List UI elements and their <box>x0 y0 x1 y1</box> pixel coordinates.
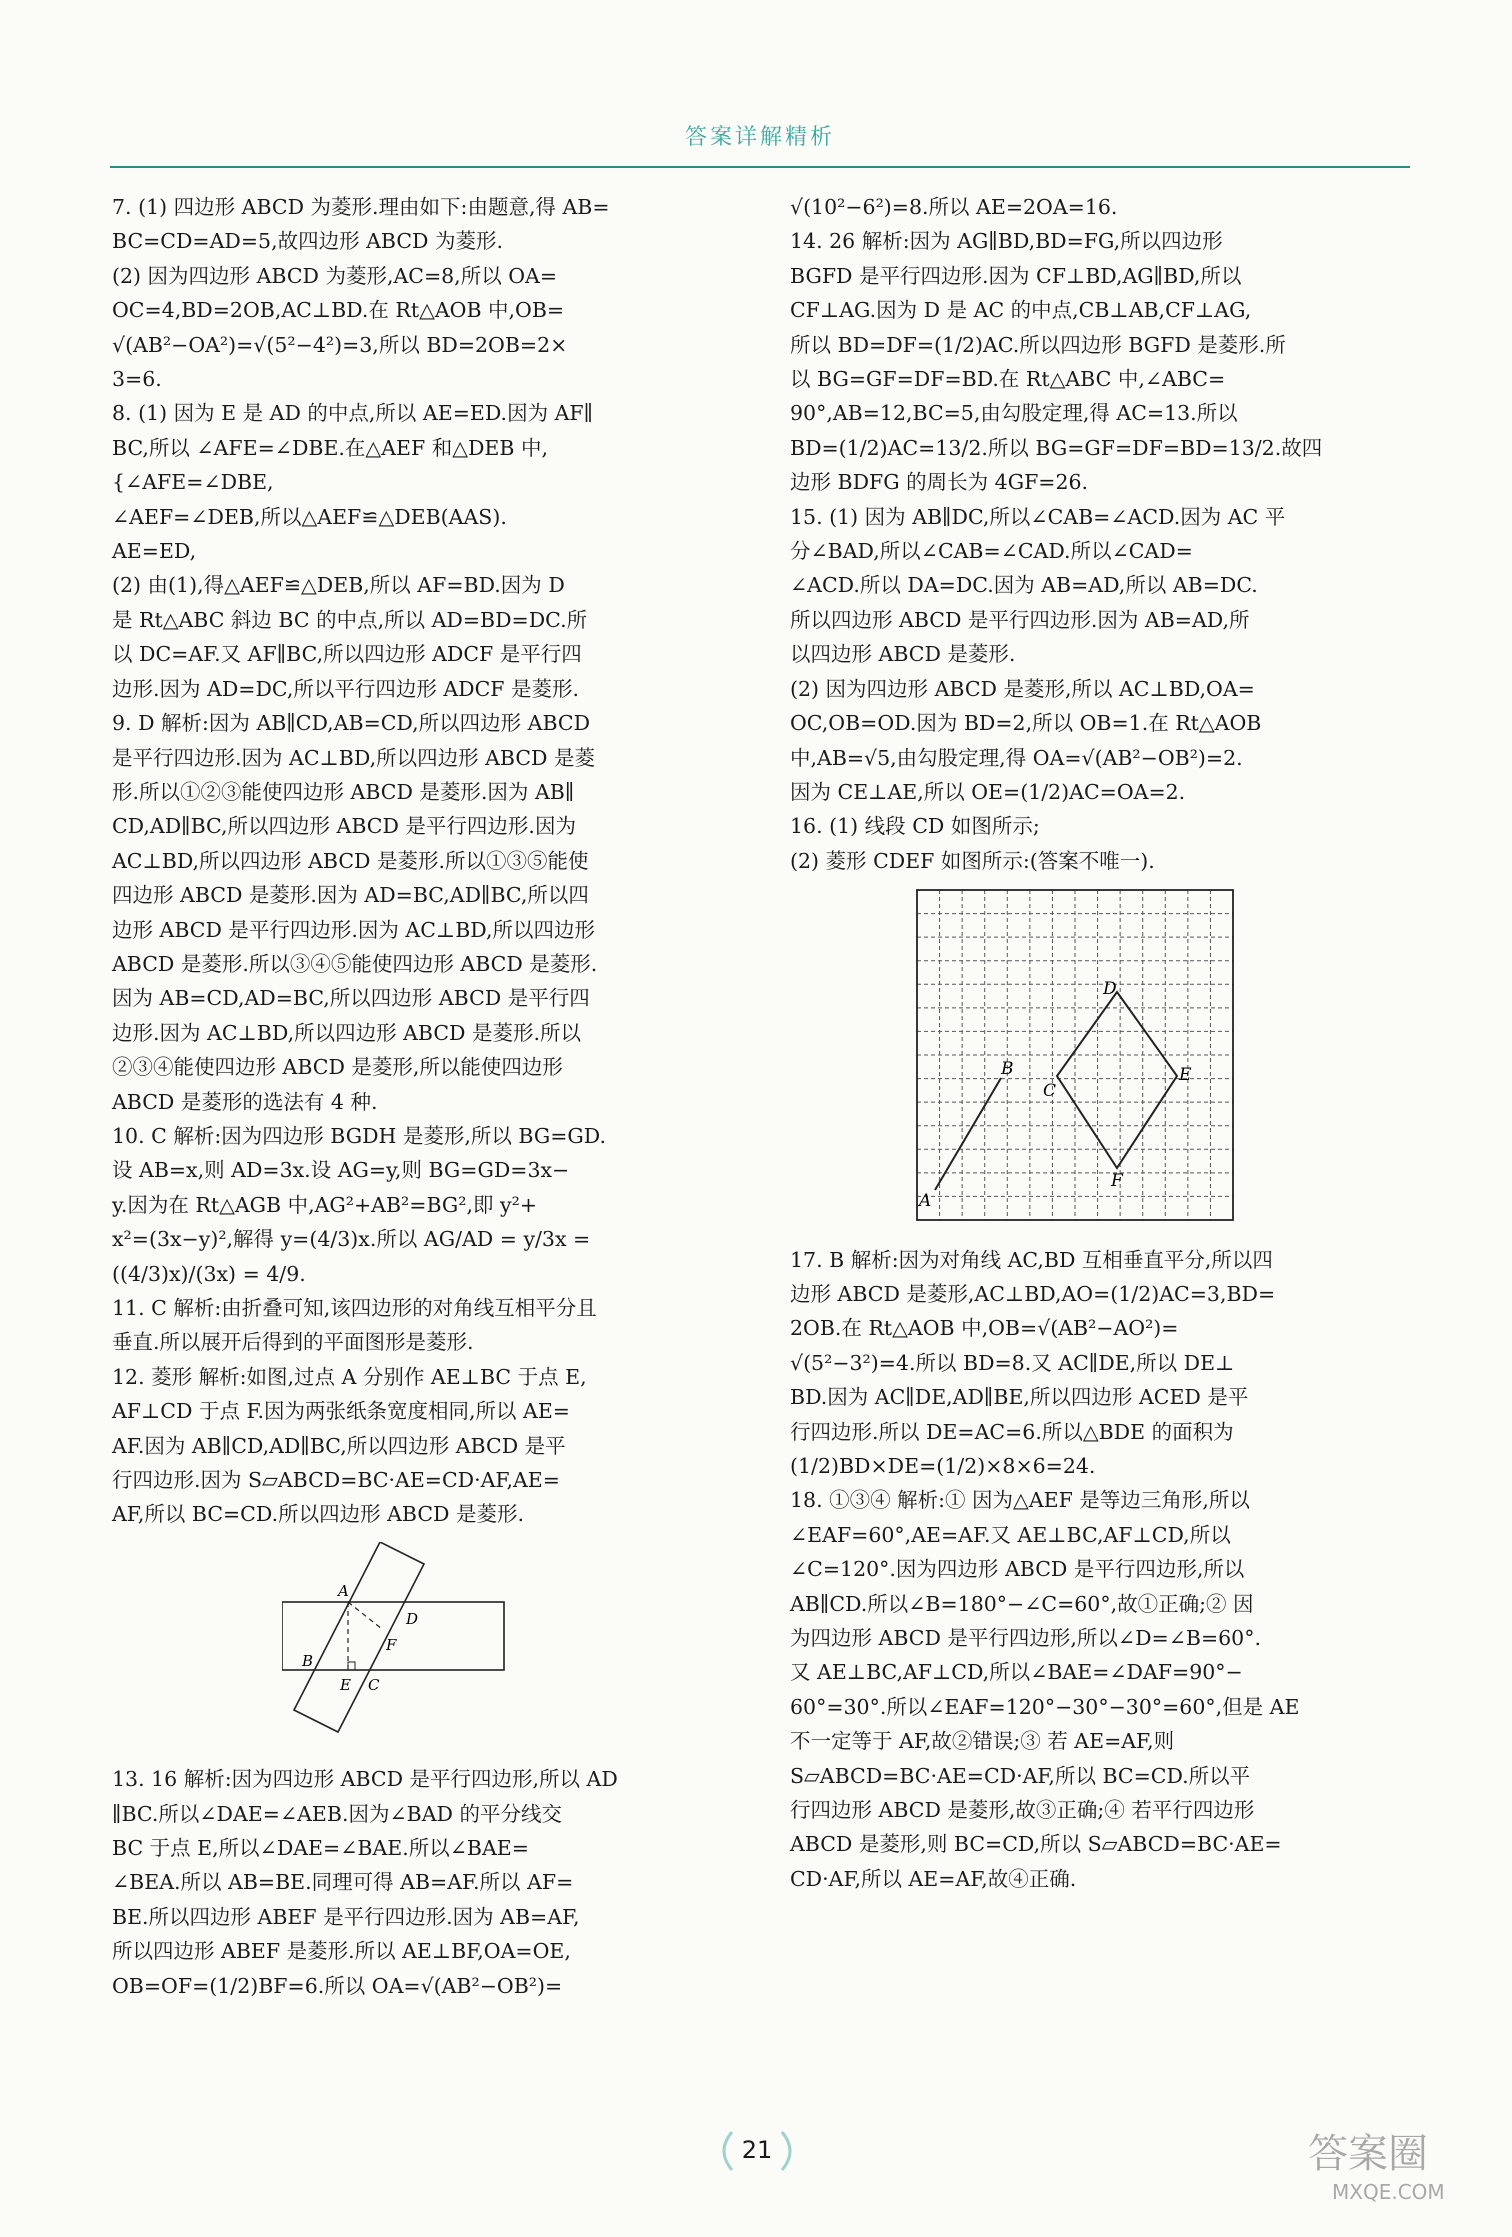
problem-17 <box>790 1243 1390 1484</box>
text-line: 所以四边形 ABEF 是菱形.所以 AE⊥BF,OA=OE, <box>112 1939 571 1964</box>
text-line: 13. 16 解析:因为四边形 ABCD 是平行四边形,所以 AD <box>112 1767 618 1792</box>
watermark-icon <box>1302 2117 1482 2207</box>
problem-11 <box>112 1291 712 1360</box>
text-line: ∠AEF=∠DEB,所以△AEF≌△DEB(AAS). <box>112 504 507 529</box>
text-line: BE.所以四边形 ABEF 是平行四边形.因为 AB=AF, <box>112 1904 580 1929</box>
label-e: E <box>1179 1065 1192 1086</box>
text-line: 边形.因为 AD=DC,所以平行四边形 ADCF 是菱形. <box>112 676 580 701</box>
label-f: F <box>386 1635 397 1654</box>
problem-12 <box>112 1360 712 1752</box>
label-e: E <box>340 1675 351 1694</box>
text-line: 中,AB=√5,由勾股定理,得 OA=√(AB²−OB²)=2. <box>790 745 1243 770</box>
text-line: CF⊥AG.因为 D 是 AC 的中点,CB⊥AB,CF⊥AG, <box>790 298 1252 323</box>
text-line: AE=ED, <box>112 539 197 564</box>
figure-16-grid <box>915 888 1235 1222</box>
label-f: F <box>1111 1171 1123 1192</box>
label-a: A <box>919 1191 932 1212</box>
text-line: 60°=30°.所以∠EAF=120°−30°−30°=60°,但是 AE <box>790 1694 1300 1719</box>
text-line: ∥BC.所以∠DAE=∠AEB.因为∠BAD 的平分线交 <box>112 1801 562 1826</box>
text-line: 以 BG=GF=DF=BD.在 Rt△ABC 中,∠ABC= <box>790 367 1226 392</box>
problem-15 <box>790 500 1390 810</box>
text-line: √(AB²−OA²)=√(5²−4²)=3,所以 BD=2OB=2× <box>112 332 568 357</box>
text-line: 设 AB=x,则 AD=3x.设 AG=y,则 BG=GD=3x− <box>112 1158 570 1183</box>
text-line: AC⊥BD,所以四边形 ABCD 是菱形.所以①③⑤能使 <box>112 848 589 873</box>
text-line: ABCD 是菱形.所以③④⑤能使四边形 ABCD 是菱形. <box>112 951 598 976</box>
right-angle-mark-e <box>348 1662 355 1670</box>
text-line: 是平行四边形.因为 AC⊥BD,所以四边形 ABCD 是菱 <box>112 745 595 770</box>
text-line: AB∥CD.所以∠B=180°−∠C=60°,故①正确;② 因 <box>790 1591 1254 1616</box>
text-line: CD·AF,所以 AE=AF,故④正确. <box>790 1866 1077 1891</box>
text-line: 边形 ABCD 是菱形,AC⊥BD,AO=(1/2)AC=3,BD= <box>790 1281 1276 1306</box>
text-line: 以四边形 ABCD 是菱形. <box>790 642 1016 667</box>
text-line: CD,AD∥BC,所以四边形 ABCD 是平行四边形.因为 <box>112 814 576 839</box>
text-line: 因为 CE⊥AE,所以 OE=(1/2)AC=OA=2. <box>790 779 1186 804</box>
text-line: 行四边形.所以 DE=AC=6.所以△BDE 的面积为 <box>790 1419 1234 1444</box>
text-line: {∠AFE=∠DBE, <box>112 470 274 495</box>
text-line: AF⊥CD 于点 F.因为两张纸条宽度相同,所以 AE= <box>112 1399 570 1424</box>
text-line: 分∠BAD,所以∠CAB=∠CAD.所以∠CAD= <box>790 539 1193 564</box>
text-line: (2) 由(1),得△AEF≌△DEB,所以 AF=BD.因为 D <box>112 573 565 598</box>
problem-13-continued <box>790 190 1390 224</box>
text-line: 为四边形 ABCD 是平行四边形,所以∠D=∠B=60°. <box>790 1626 1261 1650</box>
text-line: 边形.因为 AC⊥BD,所以四边形 ABCD 是菱形.所以 <box>112 1020 582 1045</box>
text-line: 行四边形 ABCD 是菱形,故③正确;④ 若平行四边形 <box>790 1798 1255 1823</box>
text-line: 17. B 解析:因为对角线 AC,BD 互相垂直平分,所以四 <box>790 1247 1273 1272</box>
label-b: B <box>302 1651 314 1670</box>
figure-16 <box>915 888 1390 1232</box>
text-line: y.因为在 Rt△AGB 中,AG²+AB²=BG²,即 y²+ <box>112 1192 537 1217</box>
text-line: 10. C 解析:因为四边形 BGDH 是菱形,所以 BG=GD. <box>112 1123 607 1148</box>
text-line: 所以 BD=DF=(1/2)AC.所以四边形 BGFD 是菱形.所 <box>790 332 1286 357</box>
header-title: 答案详解精析 <box>684 125 835 150</box>
page-number-badge <box>712 2128 802 2174</box>
text-line: 18. ①③④ 解析:① 因为△AEF 是等边三角形,所以 <box>790 1488 1250 1513</box>
text-line: 16. (1) 线段 CD 如图所示; <box>790 814 1040 839</box>
text-line: 行四边形.因为 S▱ABCD=BC·AE=CD·AF,AE= <box>112 1468 560 1493</box>
text-line: (2) 因为四边形 ABCD 是菱形,所以 AC⊥BD,OA= <box>790 676 1255 701</box>
text-line: S▱ABCD=BC·AE=CD·AF,所以 BC=CD.所以平 <box>790 1763 1251 1788</box>
text-line: 因为 AB=CD,AD=BC,所以四边形 ABCD 是平行四 <box>112 986 590 1011</box>
page-header <box>110 108 1410 168</box>
problem-10 <box>112 1119 712 1291</box>
text-line: BC=CD=AD=5,故四边形 ABCD 为菱形. <box>112 229 504 254</box>
text-line: 90°,AB=12,BC=5,由勾股定理,得 AC=13.所以 <box>790 401 1238 426</box>
text-line: 2OB.在 Rt△AOB 中,OB=√(AB²−AO²)= <box>790 1316 1179 1341</box>
label-b: B <box>1001 1059 1014 1080</box>
text-line: 7. (1) 四边形 ABCD 为菱形.理由如下:由题意,得 AB= <box>112 195 610 219</box>
text-line: AF,所以 BC=CD.所以四边形 ABCD 是菱形. <box>112 1502 525 1527</box>
problem-9 <box>112 706 712 1119</box>
text-line: ∠C=120°.因为四边形 ABCD 是平行四边形,所以 <box>790 1557 1245 1582</box>
label-a: A <box>338 1581 349 1600</box>
text-line: 14. 26 解析:因为 AG∥BD,BD=FG,所以四边形 <box>790 229 1223 254</box>
text-line: 11. C 解析:由折叠可知,该四边形的对角线互相平分且 <box>112 1296 597 1320</box>
text-line: 9. D 解析:因为 AB∥CD,AB=CD,所以四边形 ABCD <box>112 711 591 736</box>
problem-14 <box>790 224 1390 499</box>
text-line: 所以四边形 ABCD 是平行四边形.因为 AB=AD,所 <box>790 607 1250 632</box>
figure-12 <box>282 1542 712 1752</box>
page-number: 21 <box>741 2136 773 2164</box>
text-line: ABCD 是菱形,则 BC=CD,所以 S▱ABCD=BC·AE= <box>790 1832 1282 1857</box>
text-line: BD.因为 AC∥DE,AD∥BE,所以四边形 ACED 是平 <box>790 1385 1249 1410</box>
grid-lines <box>917 890 1233 1220</box>
text-line: ∠BEA.所以 AB=BE.同理可得 AB=AF.所以 AF= <box>112 1870 574 1895</box>
label-c: C <box>368 1675 380 1694</box>
text-line: BD=(1/2)AC=13/2.所以 BG=GF=DF=BD=13/2.故四 <box>790 435 1323 460</box>
text-line: BC 于点 E,所以∠DAE=∠BAE.所以∠BAE= <box>112 1836 529 1861</box>
text-line: 以 DC=AF.又 AF∥BC,所以四边形 ADCF 是平行四 <box>112 642 582 667</box>
text-line: 边形 ABCD 是平行四边形.因为 AC⊥BD,所以四边形 <box>112 917 595 942</box>
figure-12-svg <box>282 1542 522 1742</box>
right-column <box>790 190 1390 1896</box>
text-line: (2) 菱形 CDEF 如图所示:(答案不唯一). <box>790 848 1155 873</box>
text-line: √(10²−6²)=8.所以 AE=2OA=16. <box>790 195 1118 219</box>
altitude-af <box>348 1602 382 1629</box>
problem-13 <box>112 1762 712 2003</box>
watermark-url: MXQE.COM <box>1332 2180 1445 2204</box>
text-line: x²=(3x−y)²,解得 y=(4/3)x.所以 AG/AD = y/3x = <box>112 1227 591 1252</box>
text-line: ∠EAF=60°,AE=AF.又 AE⊥BC,AF⊥CD,所以 <box>790 1522 1231 1547</box>
text-line: 垂直.所以展开后得到的平面图形是菱形. <box>112 1330 474 1355</box>
text-line: ((4/3)x)/(3x) = 4/9. <box>112 1261 306 1286</box>
header-rule <box>110 166 1410 168</box>
problem-7 <box>112 190 712 396</box>
text-line: 是 Rt△ABC 斜边 BC 的中点,所以 AD=BD=DC.所 <box>112 607 588 632</box>
watermark-logo <box>1302 2117 1482 2207</box>
paper-strip-slanted <box>294 1542 424 1732</box>
text-line: 8. (1) 因为 E 是 AD 的中点,所以 AE=ED.因为 AF∥ <box>112 401 594 426</box>
text-line: OC=4,BD=2OB,AC⊥BD.在 Rt△AOB 中,OB= <box>112 298 565 323</box>
text-line: √(5²−3²)=4.所以 BD=8.又 AC∥DE,所以 DE⊥ <box>790 1350 1235 1375</box>
watermark-text: 答案圈 <box>1308 2131 1428 2177</box>
problem-8 <box>112 396 712 706</box>
text-line: (2) 因为四边形 ABCD 为菱形,AC=8,所以 OA= <box>112 263 558 288</box>
left-column <box>112 190 712 2003</box>
text-line: (1/2)BD×DE=(1/2)×8×6=24. <box>790 1453 1096 1478</box>
problem-16 <box>790 809 1390 1232</box>
text-line: OC,OB=OD.因为 BD=2,所以 OB=1.在 Rt△AOB <box>790 711 1262 736</box>
text-line: 3=6. <box>112 367 162 392</box>
text-line: 不一定等于 AF,故②错误;③ 若 AE=AF,则 <box>790 1729 1175 1754</box>
text-line: 边形 BDFG 的周长为 4GF=26. <box>790 470 1089 495</box>
text-line: 形.所以①②③能使四边形 ABCD 是菱形.因为 AB∥ <box>112 779 575 804</box>
text-line: OB=OF=(1/2)BF=6.所以 OA=√(AB²−OB²)= <box>112 1973 563 1998</box>
label-c: C <box>1043 1081 1057 1102</box>
text-line: AF.因为 AB∥CD,AD∥BC,所以四边形 ABCD 是平 <box>112 1433 566 1458</box>
text-line: ②③④能使四边形 ABCD 是菱形,所以能使四边形 <box>112 1055 563 1080</box>
text-line: BGFD 是平行四边形.因为 CF⊥BD,AG∥BD,所以 <box>790 263 1242 288</box>
text-line: BC,所以 ∠AFE=∠DBE.在△AEF 和△DEB 中, <box>112 435 548 460</box>
text-line: 15. (1) 因为 AB∥DC,所以∠CAB=∠ACD.因为 AC 平 <box>790 504 1286 529</box>
label-d: D <box>406 1609 419 1628</box>
text-line: 四边形 ABCD 是菱形.因为 AD=BC,AD∥BC,所以四 <box>112 883 589 908</box>
text-line: ∠ACD.所以 DA=DC.因为 AB=AD,所以 AB=DC. <box>790 573 1258 598</box>
problem-18 <box>790 1483 1390 1896</box>
label-d: D <box>1103 979 1117 1000</box>
text-line: ABCD 是菱形的选法有 4 种. <box>112 1089 378 1114</box>
text-line: 12. 菱形 解析:如图,过点 A 分别作 AE⊥BC 于点 E, <box>112 1364 587 1389</box>
text-line: 又 AE⊥BC,AF⊥CD,所以∠BAE=∠DAF=90°− <box>790 1660 1243 1685</box>
